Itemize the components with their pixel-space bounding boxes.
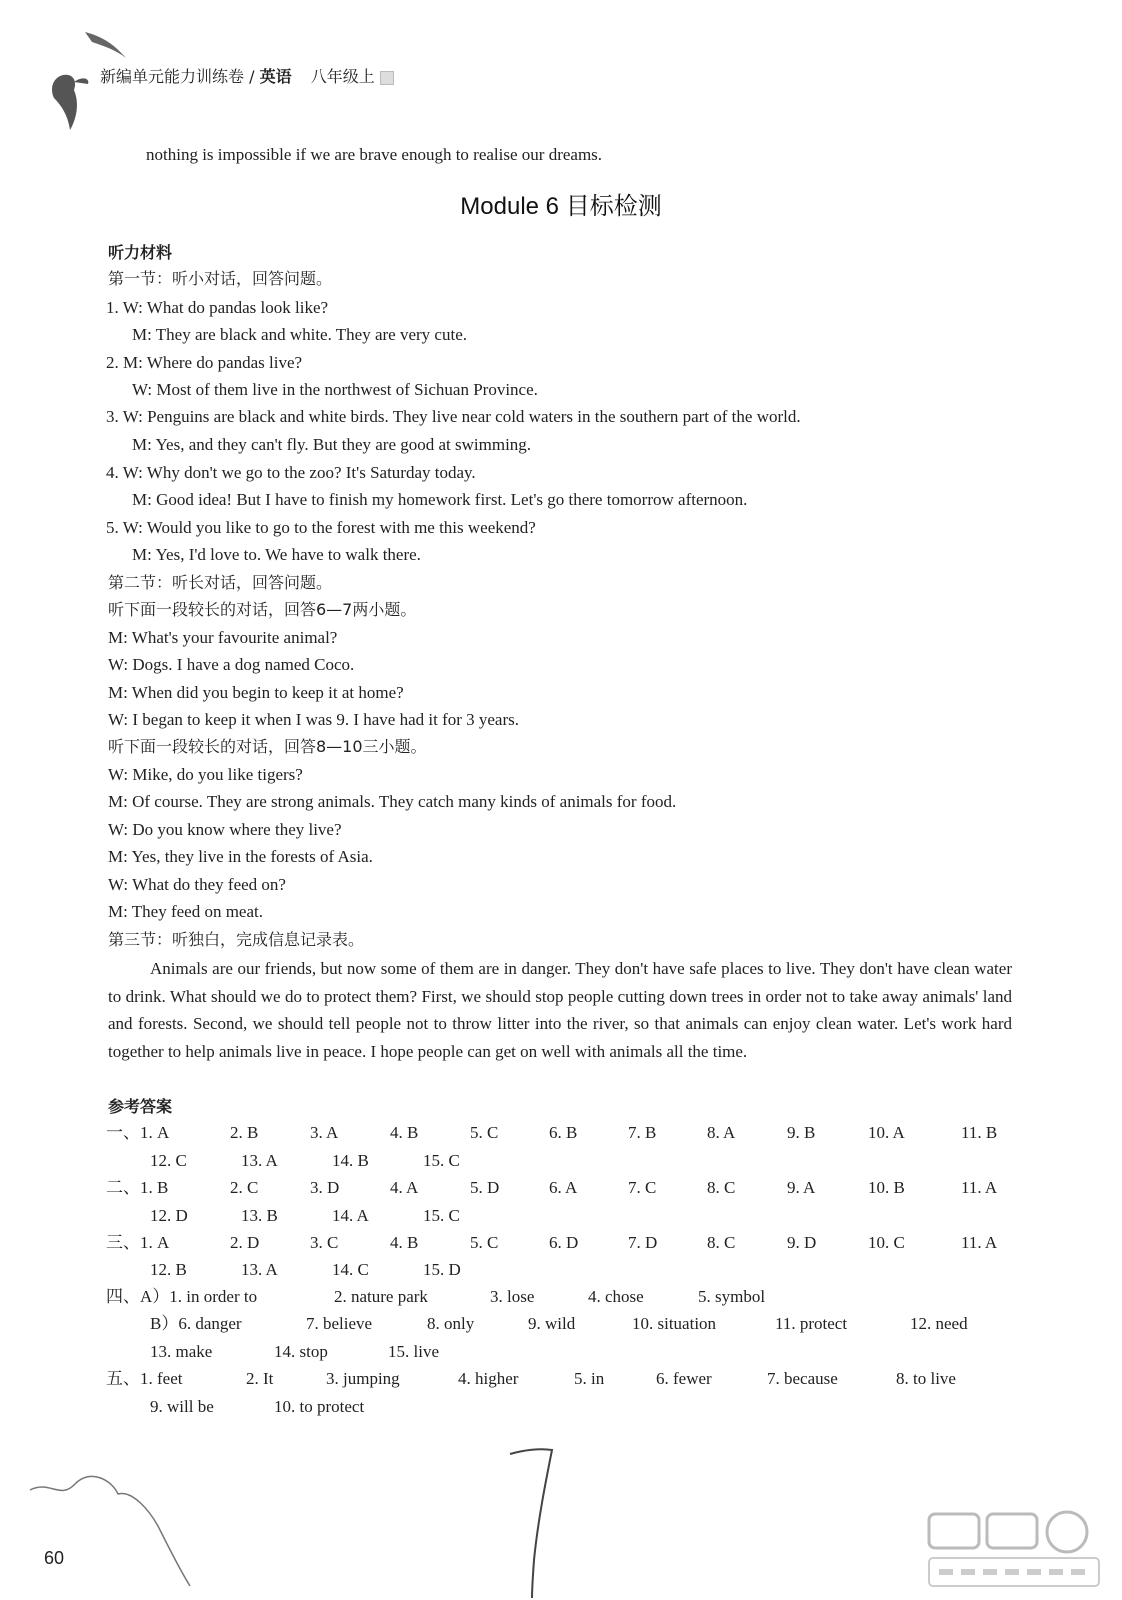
- dialog-2-line: W: Do you know where they live?: [108, 820, 342, 839]
- answer-item: 14. C: [332, 1260, 369, 1279]
- q2-line-a: 2. M: Where do pandas live?: [106, 353, 303, 372]
- answer-item: 13. A: [241, 1260, 278, 1279]
- header-subject: 英语: [259, 67, 292, 86]
- header-grade: 八年级上: [310, 67, 375, 86]
- answer-item: 5. symbol: [698, 1287, 766, 1306]
- answer-item: 9. D: [787, 1233, 817, 1252]
- header-book: 新编单元能力训练卷 /: [100, 67, 255, 86]
- answer-item: 8. A: [707, 1123, 736, 1142]
- answer-item: 一、1. A: [106, 1123, 170, 1142]
- answer-item: 12. D: [150, 1206, 188, 1225]
- answer-item: 3. A: [310, 1123, 339, 1142]
- answer-item: 11. A: [961, 1178, 998, 1197]
- answer-item: 8. only: [427, 1314, 475, 1333]
- answer-item: 13. B: [241, 1206, 278, 1225]
- answer-item: 7. D: [628, 1233, 658, 1252]
- answer-item: 5. in: [574, 1369, 605, 1388]
- answer-item: 6. B: [549, 1123, 578, 1142]
- answer-item: 14. stop: [274, 1342, 328, 1361]
- answer-item: 9. B: [787, 1123, 816, 1142]
- answer-item: 6. fewer: [656, 1369, 712, 1388]
- q1-line-a: 1. W: What do pandas look like?: [106, 298, 329, 317]
- dialog-1-line: M: When did you begin to keep it at home?: [108, 683, 404, 702]
- answer-item: 15. C: [423, 1151, 460, 1170]
- q1-line-b: M: They are black and white. They are very cute.: [132, 325, 467, 344]
- answer-item: 4. B: [390, 1123, 419, 1142]
- q3-line-b: M: Yes, and they can't fly. But they are good at swimming.: [132, 435, 532, 454]
- answer-item: 13. make: [150, 1342, 213, 1361]
- section-2-heading: 第二节：听长对话，回答问题。: [108, 573, 333, 592]
- answer-item: 三、1. A: [106, 1233, 170, 1252]
- answer-item: 5. C: [470, 1233, 499, 1252]
- handwritten-mark-icon: [500, 1440, 570, 1600]
- answer-item: 8. to live: [896, 1369, 956, 1388]
- answer-item: 2. C: [230, 1178, 259, 1197]
- q2-line-b: W: Most of them live in the northwest of Sichuan Province.: [132, 380, 538, 399]
- answer-item: 4. B: [390, 1233, 419, 1252]
- answer-item: 11. protect: [775, 1314, 848, 1333]
- answer-item: 2. It: [246, 1369, 274, 1388]
- section-1-heading: 第一节：听小对话，回答问题。: [108, 269, 333, 288]
- dialog-1-line: W: Dogs. I have a dog named Coco.: [108, 655, 355, 674]
- dialog-1-line: M: What's your favourite animal?: [108, 628, 338, 647]
- dialog-2-line: W: What do they feed on?: [108, 875, 286, 894]
- answer-item: 7. believe: [306, 1314, 373, 1333]
- answer-item: 10. to protect: [274, 1397, 365, 1416]
- answer-item: 3. jumping: [326, 1369, 400, 1388]
- answer-item: 4. chose: [588, 1287, 644, 1306]
- answer-item: 15. live: [388, 1342, 439, 1361]
- answer-item: 4. higher: [458, 1369, 519, 1388]
- answer-item: 15. C: [423, 1206, 460, 1225]
- answer-item: 13. A: [241, 1151, 278, 1170]
- answer-item: 5. D: [470, 1178, 500, 1197]
- listening-heading: 听力材料: [108, 243, 173, 262]
- monologue-paragraph: Animals are our friends, but now some of them are in danger. They don't have safe places to live. They don't have clean water to drink. What should we do to protect them? First, we should stop people cutting down trees in order not to take away animals' land and forests. Second, we should tell people not to throw litter into the river, so that animals can enjoy clean water. Let's work hard together to help animals live in peace. I hope people can get on well with animals all the time.: [108, 959, 1012, 1061]
- answer-item: 五、1. feet: [106, 1369, 183, 1388]
- answer-item: 8. C: [707, 1233, 736, 1252]
- answer-item: 12. need: [910, 1314, 968, 1333]
- dialog-1-instruction: 听下面一段较长的对话，回答6—7两小题。: [108, 600, 417, 619]
- answer-item: 7. B: [628, 1123, 657, 1142]
- answer-item: 四、A）1. in order to: [106, 1287, 258, 1306]
- answer-item: 2. B: [230, 1123, 259, 1142]
- dialog-2-line: M: They feed on meat.: [108, 902, 264, 921]
- answer-item: 9. A: [787, 1178, 816, 1197]
- answer-item: 9. wild: [528, 1314, 576, 1333]
- cloud-sketch-icon: [20, 1450, 200, 1590]
- dialog-2-instruction: 听下面一段较长的对话，回答8—10三小题。: [108, 737, 427, 756]
- q4-line-b: M: Good idea! But I have to finish my homework first. Let's go there tomorrow afternoon.: [132, 490, 748, 509]
- answer-item: 5. C: [470, 1123, 499, 1142]
- answer-item: 11. A: [961, 1233, 998, 1252]
- answer-item: B）6. danger: [150, 1314, 242, 1333]
- watermark-logo-icon: [925, 1508, 1105, 1593]
- answer-item: 14. A: [332, 1206, 369, 1225]
- answer-item: 10. B: [868, 1178, 905, 1197]
- page-number: 60: [44, 1548, 65, 1568]
- answer-item: 3. D: [310, 1178, 340, 1197]
- answers-heading: 参考答案: [108, 1097, 173, 1116]
- answer-item: 10. C: [868, 1233, 905, 1252]
- dialog-2-line: M: Of course. They are strong animals. They catch many kinds of animals for food.: [108, 792, 677, 811]
- page-header: [100, 64, 394, 87]
- answer-item: 10. situation: [632, 1314, 717, 1333]
- answer-item: 12. C: [150, 1151, 187, 1170]
- q5-line-b: M: Yes, I'd love to. We have to walk there.: [132, 545, 421, 564]
- answer-item: 3. C: [310, 1233, 339, 1252]
- page-title: Module 6 目标检测: [460, 193, 662, 220]
- answer-item: 12. B: [150, 1260, 187, 1279]
- dialog-2-line: M: Yes, they live in the forests of Asia.: [108, 847, 373, 866]
- q3-line-a: 3. W: Penguins are black and white birds. They live near cold waters in the southern part of the world.: [106, 407, 801, 426]
- answer-item: 6. A: [549, 1178, 578, 1197]
- section-3-heading: 第三节：听独白，完成信息记录表。: [108, 930, 365, 949]
- q4-line-a: 4. W: Why don't we go to the zoo? It's Saturday today.: [106, 463, 476, 482]
- intro-line: nothing is impossible if we are brave enough to realise our dreams.: [146, 145, 603, 164]
- answer-item: 6. D: [549, 1233, 579, 1252]
- answer-item: 11. B: [961, 1123, 998, 1142]
- q5-line-a: 5. W: Would you like to go to the forest with me this weekend?: [106, 518, 536, 537]
- answer-item: 9. will be: [150, 1397, 214, 1416]
- answer-item: 2. nature park: [334, 1287, 428, 1306]
- answer-item: 14. B: [332, 1151, 369, 1170]
- dialog-1-line: W: I began to keep it when I was 9. I have had it for 3 years.: [108, 710, 520, 729]
- answer-item: 10. A: [868, 1123, 905, 1142]
- answer-item: 3. lose: [490, 1287, 535, 1306]
- answer-item: 7. C: [628, 1178, 657, 1197]
- answer-item: 8. C: [707, 1178, 736, 1197]
- dialog-2-line: W: Mike, do you like tigers?: [108, 765, 303, 784]
- answer-item: 2. D: [230, 1233, 260, 1252]
- answer-item: 15. D: [423, 1260, 461, 1279]
- answer-item: 7. because: [767, 1369, 838, 1388]
- answer-item: 二、1. B: [106, 1178, 169, 1197]
- answer-item: 4. A: [390, 1178, 419, 1197]
- header-mark-icon: [380, 71, 394, 85]
